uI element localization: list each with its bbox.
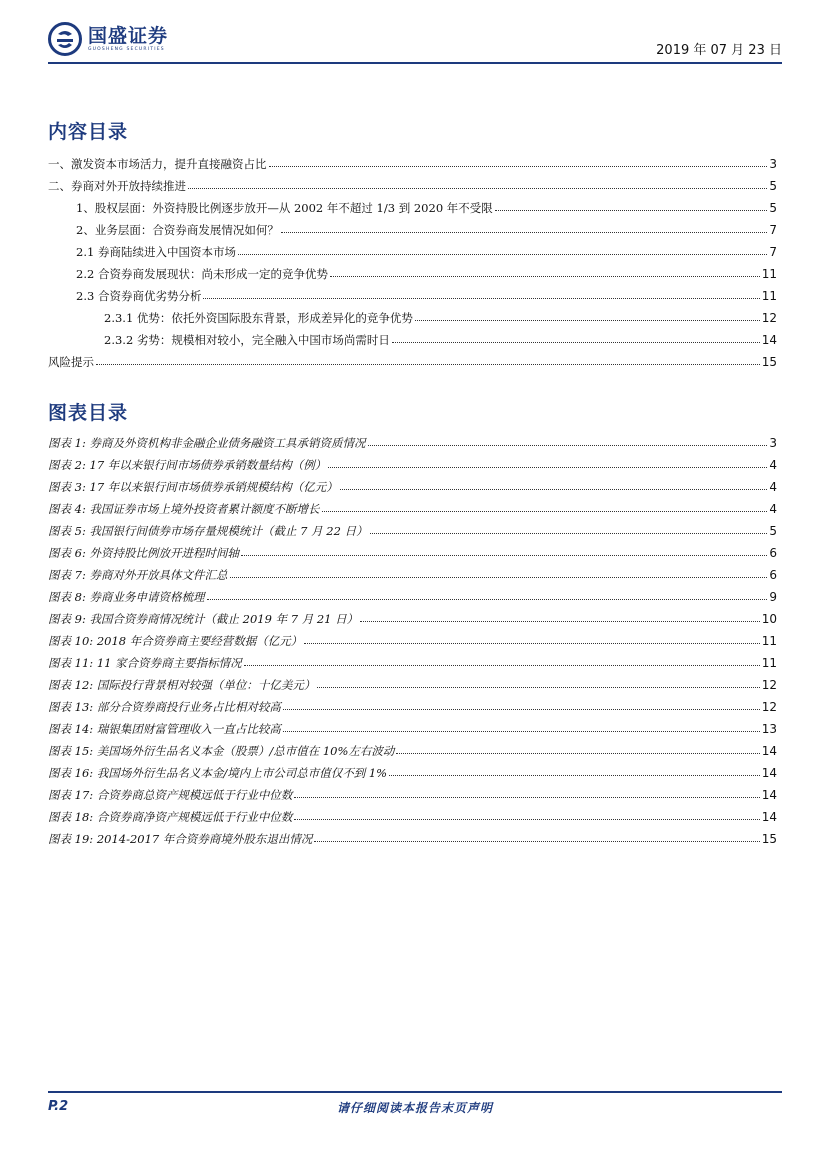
toc-entry[interactable]: 1、股权层面：外资持股比例逐步放开—从 2002 年不超过 1/3 到 2020 年不受限 5 <box>48 197 777 219</box>
figure-entry[interactable]: 图表 11: 11 家合资券商主要指标情况 11 <box>48 652 777 674</box>
figures-title: 图表目录 <box>48 402 129 424</box>
report-date: 2019 年 07 月 23 日 <box>656 43 782 58</box>
toc-entry[interactable]: 一、激发资本市场活力，提升直接融资占比 3 <box>48 153 777 175</box>
figure-entry[interactable]: 图表 15: 美国场外衍生品名义本金（股票）/总市值在 10%左右波动 14 <box>48 740 777 762</box>
brand-name: 国盛证券 <box>88 25 169 47</box>
disclaimer-note: 请仔细阅读本报告末页声明 <box>336 1101 493 1115</box>
figure-entry[interactable]: 图表 8: 券商业务申请资格梳理 9 <box>48 586 777 608</box>
figures-list <box>48 432 777 850</box>
toc-entry[interactable]: 2.3.2 劣势：规模相对较小，完全融入中国市场尚需时日 14 <box>48 329 777 351</box>
figure-entry[interactable]: 图表 6: 外资持股比例放开进程时间轴 6 <box>48 542 777 564</box>
brand-subtitle: GUOSHENG SECURITIES <box>88 47 165 52</box>
toc-entry[interactable]: 2.2 合资券商发展现状：尚未形成一定的竞争优势 11 <box>48 263 777 285</box>
figure-entry[interactable]: 图表 18: 合资券商净资产规模远低于行业中位数 14 <box>48 806 777 828</box>
toc-entry[interactable]: 风险提示 15 <box>48 351 777 373</box>
contents-list <box>48 153 777 373</box>
page-number: P.2 <box>48 1099 69 1114</box>
page-footer <box>48 1091 782 1123</box>
figure-entry[interactable]: 图表 12: 国际投行背景相对较强（单位：十亿美元） 12 <box>48 674 777 696</box>
toc-entry[interactable]: 2.3.1 优势：依托外资国际股东背景，形成差异化的竞争优势 12 <box>48 307 777 329</box>
toc-entry[interactable]: 二、券商对外开放持续推进 5 <box>48 175 777 197</box>
figure-entry[interactable]: 图表 1: 券商及外资机构非金融企业债务融资工具承销资质情况 3 <box>48 432 777 454</box>
figure-entry[interactable]: 图表 17: 合资券商总资产规模远低于行业中位数 14 <box>48 784 777 806</box>
contents-title: 内容目录 <box>48 121 129 143</box>
toc-entry[interactable]: 2、业务层面：合资券商发展情况如何？ 7 <box>48 219 777 241</box>
figure-entry[interactable]: 图表 19: 2014-2017 年合资券商境外股东退出情况 15 <box>48 828 777 850</box>
figure-entry[interactable]: 图表 9: 我国合资券商情况统计（截止 2019 年 7 月 21 日） 10 <box>48 608 777 630</box>
figure-entry[interactable]: 图表 4: 我国证券市场上境外投资者累计额度不断增长 4 <box>48 498 777 520</box>
page-header <box>48 20 782 64</box>
figure-entry[interactable]: 图表 5: 我国银行间债券市场存量规模统计（截止 7 月 22 日） 5 <box>48 520 777 542</box>
figure-entry[interactable]: 图表 10: 2018 年合资券商主要经营数据（亿元） 11 <box>48 630 777 652</box>
toc-entry[interactable]: 2.3 合资券商优劣势分析 11 <box>48 285 777 307</box>
brand-logo-icon <box>48 22 82 56</box>
brand-logo <box>48 22 168 56</box>
toc-entry[interactable]: 2.1 券商陆续进入中国资本市场 7 <box>48 241 777 263</box>
figure-entry[interactable]: 图表 3: 17 年以来银行间市场债券承销规模结构（亿元） 4 <box>48 476 777 498</box>
figure-entry[interactable]: 图表 2: 17 年以来银行间市场债券承销数量结构（例） 4 <box>48 454 777 476</box>
figure-entry[interactable]: 图表 14: 瑞银集团财富管理收入一直占比较高 13 <box>48 718 777 740</box>
figure-entry[interactable]: 图表 16: 我国场外衍生品名义本金/境内上市公司总市值仅不到 1% 14 <box>48 762 777 784</box>
figure-entry[interactable]: 图表 13: 部分合资券商投行业务占比相对较高 12 <box>48 696 777 718</box>
figure-entry[interactable]: 图表 7: 券商对外开放具体文件汇总 6 <box>48 564 777 586</box>
